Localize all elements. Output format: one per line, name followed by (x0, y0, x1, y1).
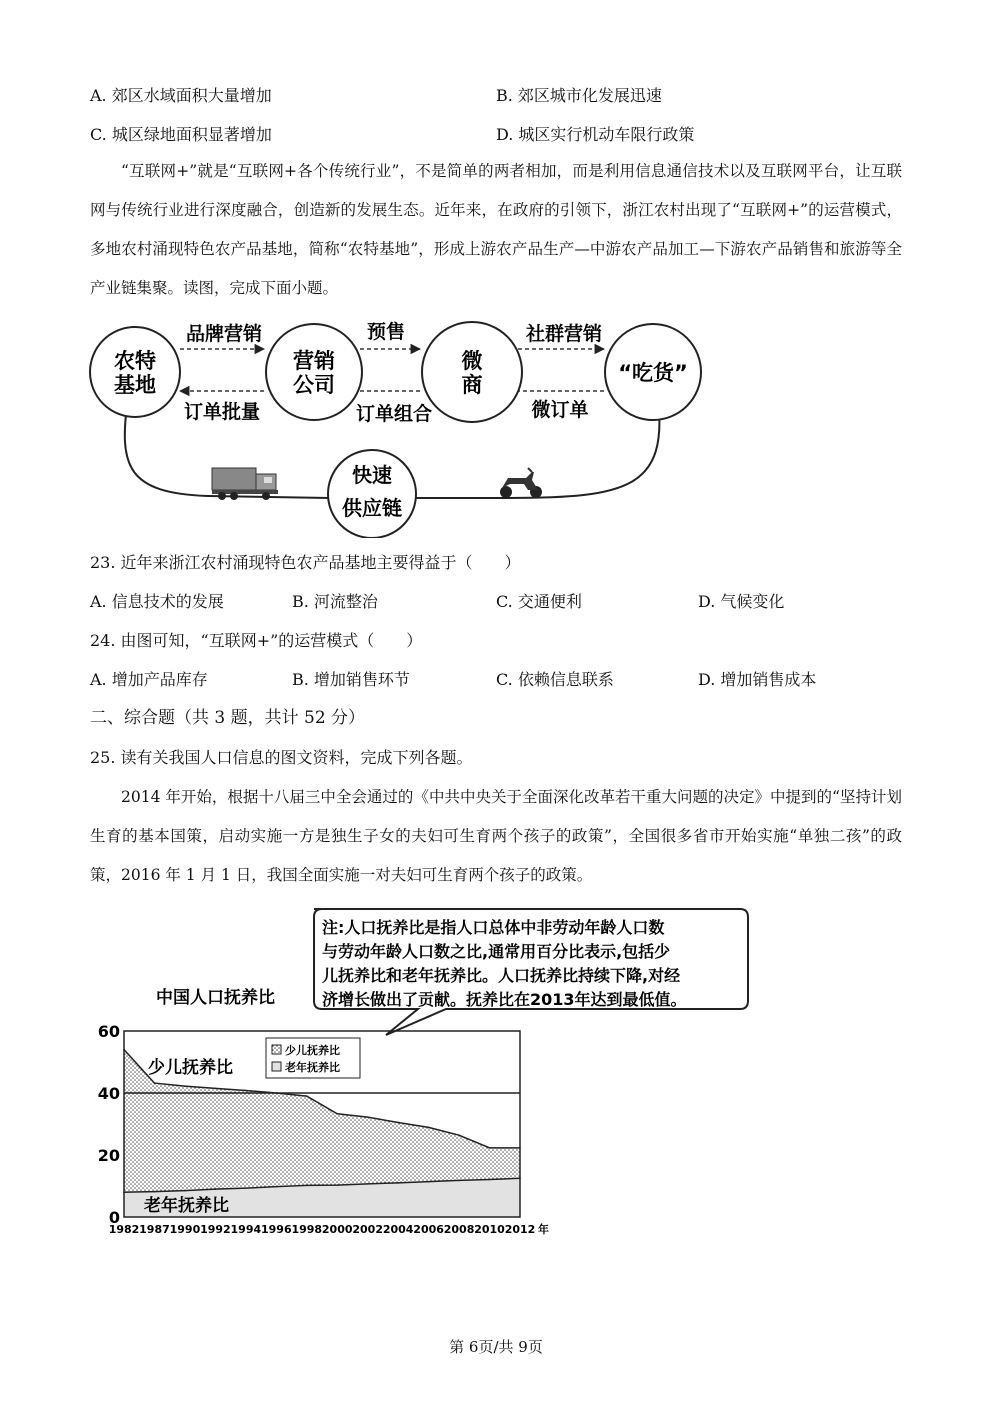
q22-option-b: B. 郊区城市化发展迅速 (496, 86, 662, 105)
node-wechat-label-1: 微 (461, 349, 483, 373)
x-tick-label: 2006 (413, 1223, 444, 1236)
point-total (336, 1113, 338, 1115)
node-company-label-1: 营销 (293, 349, 335, 373)
point-elderly (428, 1181, 430, 1183)
x-tick-label: 1996 (260, 1223, 292, 1236)
material-policy-paragraph: 2014 年开始，根据十八届三中全会通过的《中共中央关于全面深化改革若干重大问题的决定》中提到的“坚持计划生育的基本国策，启动实施一方是独生子女的夫妇可生育两个孩子的政策”，全国很多省市开始实施“单独二孩”的政策，2016 年 1 月 1 日，我国全面实施一对夫妇可生育两个孩子的政策。 (90, 788, 902, 884)
label-community-marketing: 社群营销 (525, 323, 603, 345)
node-company-label-2: 公司 (293, 373, 335, 397)
y-tick-label: 20 (97, 1146, 120, 1165)
dependency-ratio-chart (96, 905, 756, 1245)
y-tick-label: 40 (97, 1084, 120, 1103)
x-tick-label: 1987 (139, 1223, 170, 1236)
q23-option-d: D. 气候变化 (698, 592, 785, 611)
q23-option-a: A. 信息技术的发展 (90, 592, 224, 611)
point-elderly (306, 1185, 308, 1187)
point-elderly (154, 1191, 156, 1193)
chart-legend (266, 1038, 360, 1078)
q22-option-d: D. 城区实行机动车限行政策 (496, 125, 695, 144)
x-tick-label: 2012 (504, 1223, 536, 1236)
material-internet-paragraph: “互联网+”就是“互联网+各个传统行业”，不是简单的两者相加，而是利用信息通信技术以及互联网平台，让互联网与传统行业进行深度融合，创造新的发展生态。近年来，在政府的引领下，浙江农村出现了“互联网+”的运营模式，多地农村涌现特色农产品基地，简称“农特基地”，形成上游农产品生产—中游农产品加工—下游农产品销售和旅游等全产业链集聚。读图，完成下面小题。 (90, 162, 902, 297)
label-order-combine: 订单组合 (355, 403, 433, 425)
point-elderly (489, 1179, 491, 1181)
point-elderly (245, 1187, 247, 1189)
point-elderly (397, 1182, 399, 1184)
point-elderly (184, 1190, 186, 1192)
node-wechat-label-2: 商 (461, 373, 483, 397)
x-tick-label: 2010 (474, 1223, 505, 1236)
x-tick-label: 2004 (382, 1223, 414, 1236)
x-tick-label: 1982 (108, 1223, 140, 1236)
q23-option-b: B. 河流整治 (292, 592, 378, 611)
q22-option-c: C. 城区绿地面积显著增加 (90, 125, 272, 144)
q24-option-c: C. 依赖信息联系 (496, 670, 614, 689)
scooter-icon (500, 468, 542, 498)
area-label-children: 少儿抚养比 (148, 1058, 233, 1078)
x-axis-ticks (109, 1223, 536, 1236)
point-elderly (276, 1186, 278, 1188)
legend-swatch-elderly (272, 1062, 281, 1071)
x-tick-label: 2000 (321, 1223, 353, 1236)
point-total (306, 1095, 308, 1097)
point-elderly (367, 1183, 369, 1185)
point-elderly (458, 1180, 460, 1182)
y-tick-label: 0 (108, 1208, 120, 1227)
x-tick-label: 2008 (443, 1223, 475, 1236)
y-tick-label: 60 (97, 1022, 120, 1041)
point-elderly (215, 1188, 217, 1190)
note-line-2: 与劳动年龄人口数之比,通常用百分比表示,包括少 (322, 942, 671, 961)
x-axis-unit: 年 (538, 1223, 549, 1236)
label-order-bulk: 订单批量 (183, 401, 261, 423)
q25-stem: 25. 读有关我国人口信息的图文资料，完成下列各题。 (90, 748, 473, 767)
legend-swatch-children (272, 1045, 281, 1054)
page-footer: 第 6页/共 9页 (449, 1338, 543, 1356)
point-total (215, 1088, 217, 1090)
q23-option-c: C. 交通便利 (496, 592, 582, 611)
point-total (367, 1116, 369, 1118)
y-axis-ticks (98, 1022, 120, 1227)
node-base-label-2: 基地 (114, 373, 156, 397)
note-line-4: 济增长做出了贡献。抚养比在2013年达到最低值。 (322, 990, 687, 1009)
chart-title: 中国人口抚养比 (156, 988, 275, 1008)
point-total (428, 1127, 430, 1129)
x-tick-label: 1990 (169, 1223, 201, 1236)
legend-label-children: 少儿抚养比 (285, 1044, 340, 1057)
q24-option-b: B. 增加销售环节 (292, 670, 410, 689)
legend-label-elderly: 老年抚养比 (285, 1061, 340, 1074)
x-tick-label: 1998 (291, 1223, 323, 1236)
note-line-3: 儿抚养比和老年抚养比。人口抚养比持续下降,对经 (322, 966, 681, 985)
node-foodie-label: “吃货” (618, 361, 688, 385)
area-label-elderly: 老年抚养比 (144, 1196, 229, 1216)
section2-title: 二、综合题（共 3 题，共计 52 分） (90, 708, 366, 728)
point-total (458, 1134, 460, 1136)
node-base-label-1: 农特 (114, 349, 156, 373)
label-brand-marketing: 品牌营销 (185, 323, 263, 345)
q24-option-d: D. 增加销售成本 (698, 670, 817, 689)
x-tick-label: 2002 (352, 1223, 384, 1236)
point-total (184, 1085, 186, 1087)
point-total (154, 1082, 156, 1084)
q22-option-a: A. 郊区水域面积大量增加 (90, 86, 272, 105)
point-total (245, 1090, 247, 1092)
internet-plus-flow-diagram (88, 318, 704, 538)
point-elderly (336, 1184, 338, 1186)
x-tick-label: 1994 (230, 1223, 262, 1236)
q23-stem: 23. 近年来浙江农村涌现特色农产品基地主要得益于（ ） (90, 553, 521, 572)
x-tick-label: 1992 (200, 1223, 231, 1236)
q24-option-a: A. 增加产品库存 (90, 670, 208, 689)
truck-icon (212, 468, 278, 500)
node-supply-label-1: 快速 (352, 463, 392, 487)
label-micro-order: 微订单 (531, 399, 589, 421)
q24-stem: 24. 由图可知，“互联网+”的运营模式（ ） (90, 631, 423, 650)
point-total (489, 1147, 491, 1149)
label-presale: 预售 (366, 321, 406, 343)
point-total (397, 1122, 399, 1124)
note-line-1: 注:人口抚养比是指人口总体中非劳动年龄人口数 (322, 918, 665, 937)
node-supply-label-2: 供应链 (342, 496, 402, 520)
